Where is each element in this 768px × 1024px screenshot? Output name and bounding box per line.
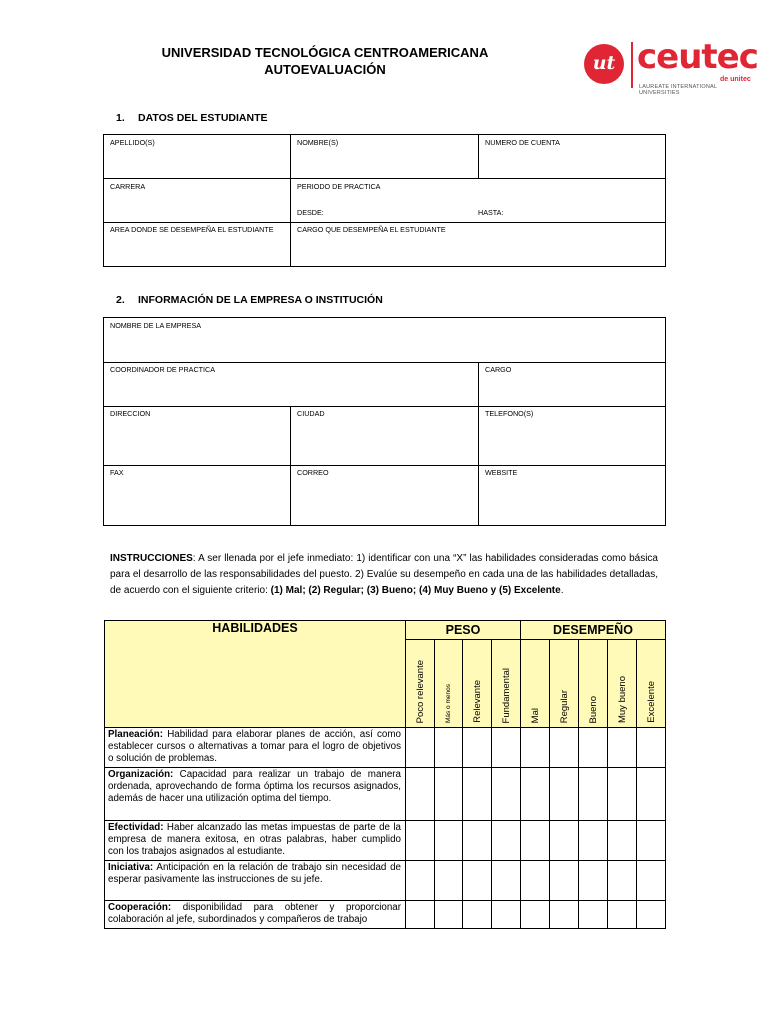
logo-mark-icon: ut bbox=[584, 44, 624, 84]
skill-planeacion: Planeación: Habilidad para elaborar planes de acción, así como establecer cursos o alternativas a tomar para el logro de objetivos o solución de problemas. bbox=[105, 728, 406, 768]
carrera-field[interactable]: CARRERA bbox=[110, 182, 146, 191]
check-cell[interactable] bbox=[637, 861, 666, 901]
check-cell[interactable] bbox=[463, 901, 492, 929]
desempeno-col-excelente: Excelente bbox=[637, 640, 666, 728]
nombre-empresa-field[interactable]: NOMBRE DE LA EMPRESA bbox=[110, 321, 202, 330]
check-cell[interactable] bbox=[492, 821, 521, 861]
desempeno-col-regular: Regular bbox=[550, 640, 579, 728]
company-data-table bbox=[103, 317, 666, 526]
habilidades-header: HABILIDADES bbox=[105, 621, 406, 728]
cargo-coordinador-field[interactable]: CARGO bbox=[485, 365, 512, 374]
check-cell[interactable] bbox=[579, 861, 608, 901]
desempeno-col-bueno: Bueno bbox=[579, 640, 608, 728]
fax-field[interactable]: FAX bbox=[110, 468, 124, 477]
check-cell[interactable] bbox=[521, 821, 550, 861]
desempeno-col-mal: Mal bbox=[521, 640, 550, 728]
direccion-field[interactable]: DIRECCION bbox=[110, 409, 151, 418]
check-cell[interactable] bbox=[435, 901, 463, 929]
peso-col-fundamental: Fundamental bbox=[492, 640, 521, 728]
peso-header: PESO bbox=[406, 621, 521, 640]
skill-iniciativa: Iniciativa: Anticipación en la relación de trabajo sin necesidad de esperar pasivamente las instrucciones de su jefe. bbox=[105, 861, 406, 901]
skill-organizacion: Organización: Capacidad para realizar un trabajo de manera ordenada, aprovechando de forma óptima los recursos asignados, además de hacer una utilización optima del tiempo. bbox=[105, 768, 406, 821]
desempeno-col-muy-bueno: Muy bueno bbox=[608, 640, 637, 728]
skill-efectividad: Efectividad: Haber alcanzado las metas impuestas de parte de la empresa de manera exitosa, en otras palabras, haber cumplido con los trabajos asignados al estudiante. bbox=[105, 821, 406, 861]
check-cell[interactable] bbox=[406, 901, 435, 929]
check-cell[interactable] bbox=[550, 861, 579, 901]
section-2-number: 2. bbox=[116, 294, 125, 306]
check-cell[interactable] bbox=[463, 728, 492, 768]
check-cell[interactable] bbox=[637, 901, 666, 929]
area-field[interactable]: AREA DONDE SE DESEMPEÑA EL ESTUDIANTE bbox=[110, 225, 274, 234]
check-cell[interactable] bbox=[435, 821, 463, 861]
check-cell[interactable] bbox=[579, 768, 608, 821]
check-cell[interactable] bbox=[608, 861, 637, 901]
check-cell[interactable] bbox=[406, 821, 435, 861]
peso-col-poco-relevante: Poco relevante bbox=[406, 640, 435, 728]
instructions-text: : A ser llenada por el jefe inmediato: 1) identificar con una “X” las habilidades consideradas como básica para el desarrollo de las responsabilidades del puesto. 2) Evalúe su desempeño en cada una de las habilidades detalladas, de acuerdo con el siguiente criterio: bbox=[110, 553, 658, 596]
check-cell[interactable] bbox=[463, 861, 492, 901]
hasta-field[interactable]: HASTA: bbox=[478, 208, 504, 217]
table-row bbox=[105, 728, 666, 768]
desempeno-header: DESEMPEÑO bbox=[521, 621, 666, 640]
check-cell[interactable] bbox=[435, 728, 463, 768]
check-cell[interactable] bbox=[608, 728, 637, 768]
check-cell[interactable] bbox=[550, 901, 579, 929]
desde-field[interactable]: DESDE: bbox=[297, 208, 324, 217]
ceutec-logo bbox=[584, 37, 758, 96]
check-cell[interactable] bbox=[637, 728, 666, 768]
check-cell[interactable] bbox=[463, 768, 492, 821]
cargo-estudiante-field[interactable]: CARGO QUE DESEMPEÑA EL ESTUDIANTE bbox=[297, 225, 446, 234]
student-data-table bbox=[103, 134, 666, 267]
section-2-title: INFORMACIÓN DE LA EMPRESA O INSTITUCIÓN bbox=[138, 294, 383, 306]
check-cell[interactable] bbox=[637, 821, 666, 861]
skills-evaluation-table bbox=[104, 620, 666, 929]
check-cell[interactable] bbox=[406, 861, 435, 901]
logo-subtitle: de unitec bbox=[720, 76, 751, 83]
check-cell[interactable] bbox=[550, 728, 579, 768]
numero-cuenta-field[interactable]: NUMERO DE CUENTA bbox=[485, 138, 560, 147]
skill-cooperacion: Cooperación: disponibilidad para obtener y proporcionar colaboración al jefe, subordinados y compañeros de trabajo bbox=[105, 901, 406, 929]
table-row bbox=[105, 768, 666, 821]
check-cell[interactable] bbox=[406, 728, 435, 768]
instructions-paragraph: INSTRUCCIONES: A ser llenada por el jefe inmediato: 1) identificar con una “X” las habilidades consideradas como básica para el desarrollo de las responsabilidades del puesto. 2) Evalúe su desempeño en cada una de las habilidades detalladas, de acuerdo con el siguiente criterio: (1) Mal; (2) Regular; (3) Bueno; (4) Muy Bueno y (5) Excelente. bbox=[110, 553, 658, 596]
document-title bbox=[120, 44, 530, 78]
check-cell[interactable] bbox=[579, 728, 608, 768]
check-cell[interactable] bbox=[608, 821, 637, 861]
peso-col-mas-o-menos: Más o menos bbox=[435, 640, 463, 728]
check-cell[interactable] bbox=[492, 861, 521, 901]
instructions-criteria: (1) Mal; (2) Regular; (3) Bueno; (4) Muy Bueno y (5) Excelente bbox=[270, 585, 561, 596]
telefono-field[interactable]: TELEFONO(S) bbox=[485, 409, 534, 418]
check-cell[interactable] bbox=[492, 728, 521, 768]
website-field[interactable]: WEBSITE bbox=[485, 468, 518, 477]
form-title: AUTOEVALUACIÓN bbox=[264, 62, 386, 77]
university-name: UNIVERSIDAD TECNOLÓGICA CENTROAMERICANA bbox=[161, 45, 489, 60]
apellidos-field[interactable]: APELLIDO(S) bbox=[110, 138, 155, 147]
check-cell[interactable] bbox=[521, 768, 550, 821]
instructions-label: INSTRUCCIONES bbox=[110, 553, 193, 564]
section-1-number: 1. bbox=[116, 112, 125, 124]
logo-tagline: LAUREATE INTERNATIONAL UNIVERSITIES bbox=[639, 84, 717, 96]
check-cell[interactable] bbox=[608, 768, 637, 821]
check-cell[interactable] bbox=[463, 821, 492, 861]
logo-divider bbox=[631, 42, 633, 88]
check-cell[interactable] bbox=[550, 821, 579, 861]
table-row bbox=[105, 861, 666, 901]
check-cell[interactable] bbox=[579, 901, 608, 929]
coordinador-field[interactable]: COORDINADOR DE PRACTICA bbox=[110, 365, 216, 374]
check-cell[interactable] bbox=[435, 768, 463, 821]
check-cell[interactable] bbox=[550, 768, 579, 821]
check-cell[interactable] bbox=[521, 901, 550, 929]
correo-field[interactable]: CORREO bbox=[297, 468, 329, 477]
logo-wordmark: ceutec bbox=[637, 37, 758, 77]
table-row bbox=[105, 901, 666, 929]
check-cell[interactable] bbox=[579, 821, 608, 861]
nombres-field[interactable]: NOMBRE(S) bbox=[297, 138, 339, 147]
check-cell[interactable] bbox=[492, 768, 521, 821]
check-cell[interactable] bbox=[521, 861, 550, 901]
check-cell[interactable] bbox=[637, 768, 666, 821]
check-cell[interactable] bbox=[608, 901, 637, 929]
section-1-title: DATOS DEL ESTUDIANTE bbox=[138, 112, 268, 124]
periodo-practica-label: PERIODO DE PRACTICA bbox=[297, 182, 381, 191]
table-row bbox=[105, 821, 666, 861]
check-cell[interactable] bbox=[406, 768, 435, 821]
check-cell[interactable] bbox=[435, 861, 463, 901]
check-cell[interactable] bbox=[521, 728, 550, 768]
ciudad-field[interactable]: CIUDAD bbox=[297, 409, 325, 418]
check-cell[interactable] bbox=[492, 901, 521, 929]
peso-col-relevante: Relevante bbox=[463, 640, 492, 728]
